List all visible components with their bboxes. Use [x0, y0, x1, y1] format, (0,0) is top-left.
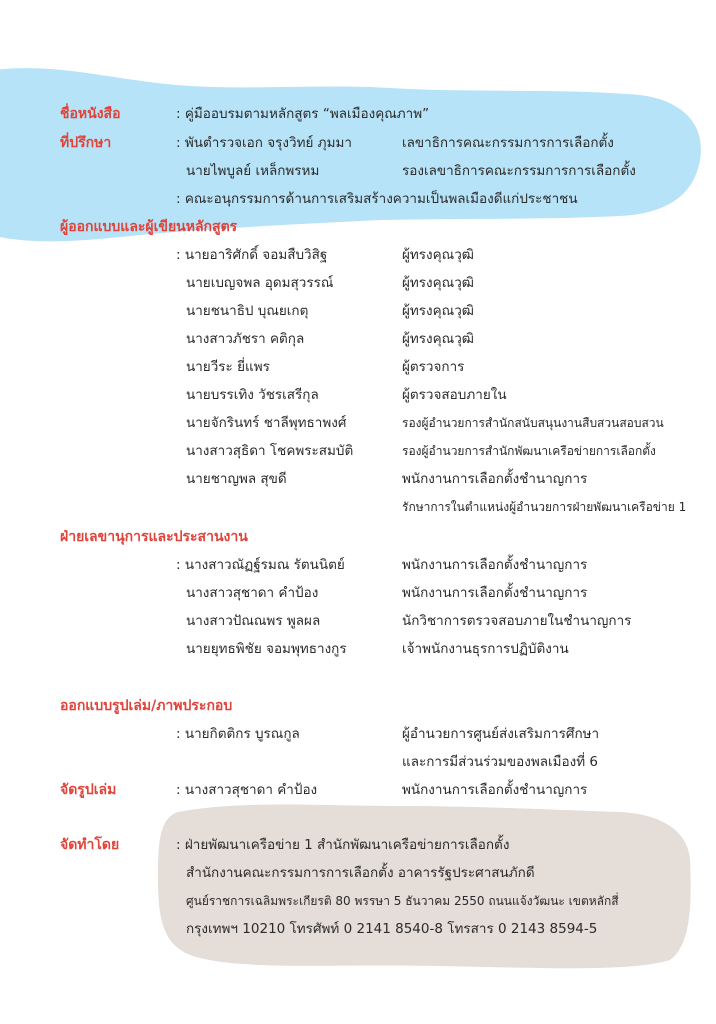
layout-design-role: ผู้อำนวยการศูนย์ส่งเสริมการศึกษา: [402, 726, 600, 742]
designer-role: รองผู้อำนวยการสำนักสนับสนุนงานสืบสวนสอบสวน: [402, 416, 664, 430]
secretariat-name: : นางสาวณัฏฐ์รมณ รัตนนิตย์: [176, 557, 345, 573]
advisor-role: รองเลขาธิการคณะกรรมการการเลือกตั้ง: [402, 163, 636, 179]
typesetting-label: จัดรูปเล่ม: [60, 782, 117, 798]
advisor-committee: : คณะอนุกรรมการด้านการเสริมสร้างความเป็นพลเมืองดีแก่ประชาชน: [176, 191, 578, 207]
designer-role: ผู้ทรงคุณวุฒิ: [402, 303, 474, 319]
designer-name: นายชาญพล สุขดี: [186, 471, 287, 487]
producer-line: ศูนย์ราชการเฉลิมพระเกียรติ 80 พรรษา 5 ธันวาคม 2550 ถนนแจ้งวัฒนะ เขตหลักสี่: [186, 894, 619, 908]
book-title: : คู่มืออบรมตามหลักสูตร “พลเมืองคุณภาพ”: [176, 106, 430, 122]
book-label: ชื่อหนังสือ: [60, 106, 121, 122]
designer-role: ผู้ทรงคุณวุฒิ: [402, 247, 474, 263]
secretariat-name: นางสาวสุชาดา คำป้อง: [186, 585, 319, 601]
designer-name: นายบรรเทิง วัชรเสรีกุล: [186, 387, 319, 403]
designer-name: นางสาวภัชรา คติกุล: [186, 331, 305, 347]
producer-line: กรุงเทพฯ 10210 โทรศัพท์ 0 2141 8540-8 โทรสาร 0 2143 8594-5: [186, 921, 598, 937]
designer-name: นายชนาธิป บุณยเกตุ: [186, 303, 309, 319]
advisor-name: นายไพบูลย์ เหล็กพรหม: [186, 163, 320, 179]
secretariat-name: นางสาวปัณณพร พูลผล: [186, 613, 321, 629]
producer-line: สำนักงานคณะกรรมการการเลือกตั้ง อาคารรัฐประศาสนภักดี: [186, 865, 535, 881]
producer-label: จัดทำโดย: [60, 837, 120, 853]
designer-role: พนักงานการเลือกตั้งชำนาญการ: [402, 471, 588, 487]
advisor-name: : พันตำรวจเอก จรุงวิทย์ ภุมมา: [176, 135, 352, 151]
designer-role: ผู้ตรวจการ: [402, 359, 465, 375]
secretariat-role: พนักงานการเลือกตั้งชำนาญการ: [402, 557, 588, 573]
secretariat-label: ฝ่ายเลขานุการและประสานงาน: [60, 529, 248, 545]
blue-blob: [0, 68, 701, 241]
secretariat-role: เจ้าพนักงานธุรการปฏิบัติงาน: [402, 641, 569, 657]
layout-design-label: ออกแบบรูปเล่ม/ภาพประกอบ: [60, 698, 233, 714]
designer-name: นายวีระ ยี่แพร: [186, 359, 270, 375]
secretariat-name: นายยุทธพิชัย จอมพุทธางกูร: [186, 641, 347, 657]
designer-name: นายจักรินทร์ ชาลีพุทธาพงศ์: [186, 415, 347, 431]
secretariat-role: พนักงานการเลือกตั้งชำนาญการ: [402, 585, 588, 601]
typesetting-name: : นางสาวสุชาดา คำป้อง: [176, 782, 318, 798]
designer-name: : นายอาริศักดิ์ จอมสืบวิสิฐ: [176, 247, 328, 263]
designer-extra-role: รักษาการในตำแหน่งผู้อำนวยการฝ่ายพัฒนาเครือข่าย 1: [402, 500, 687, 514]
producer-line: : ฝ่ายพัฒนาเครือข่าย 1 สำนักพัฒนาเครือข่ายการเลือกตั้ง: [176, 837, 510, 853]
designer-role: รองผู้อำนวยการสำนักพัฒนาเครือข่ายการเลือกตั้ง: [402, 444, 656, 458]
designer-role: ผู้ตรวจสอบภายใน: [402, 387, 507, 403]
designers-label: ผู้ออกแบบและผู้เขียนหลักสูตร: [60, 219, 238, 235]
beige-blob: [158, 805, 691, 969]
secretariat-role: นักวิชาการตรวจสอบภายในชำนาญการ: [402, 613, 632, 629]
designer-name: นางสาวสุธิดา โชคพระสมบัติ: [186, 443, 354, 459]
layout-design-role-cont: และการมีส่วนร่วมของพลเมืองที่ 6: [402, 754, 599, 770]
typesetting-role: พนักงานการเลือกตั้งชำนาญการ: [402, 782, 588, 798]
designer-role: ผู้ทรงคุณวุฒิ: [402, 275, 474, 291]
layout-design-name: : นายกิตติกร บูรณกูล: [176, 726, 300, 742]
designer-name: นายเบญจพล อุดมสุวรรณ์: [186, 275, 334, 291]
designer-role: ผู้ทรงคุณวุฒิ: [402, 331, 474, 347]
advisor-label: ที่ปรึกษา: [60, 135, 112, 151]
advisor-role: เลขาธิการคณะกรรมการการเลือกตั้ง: [402, 135, 614, 151]
